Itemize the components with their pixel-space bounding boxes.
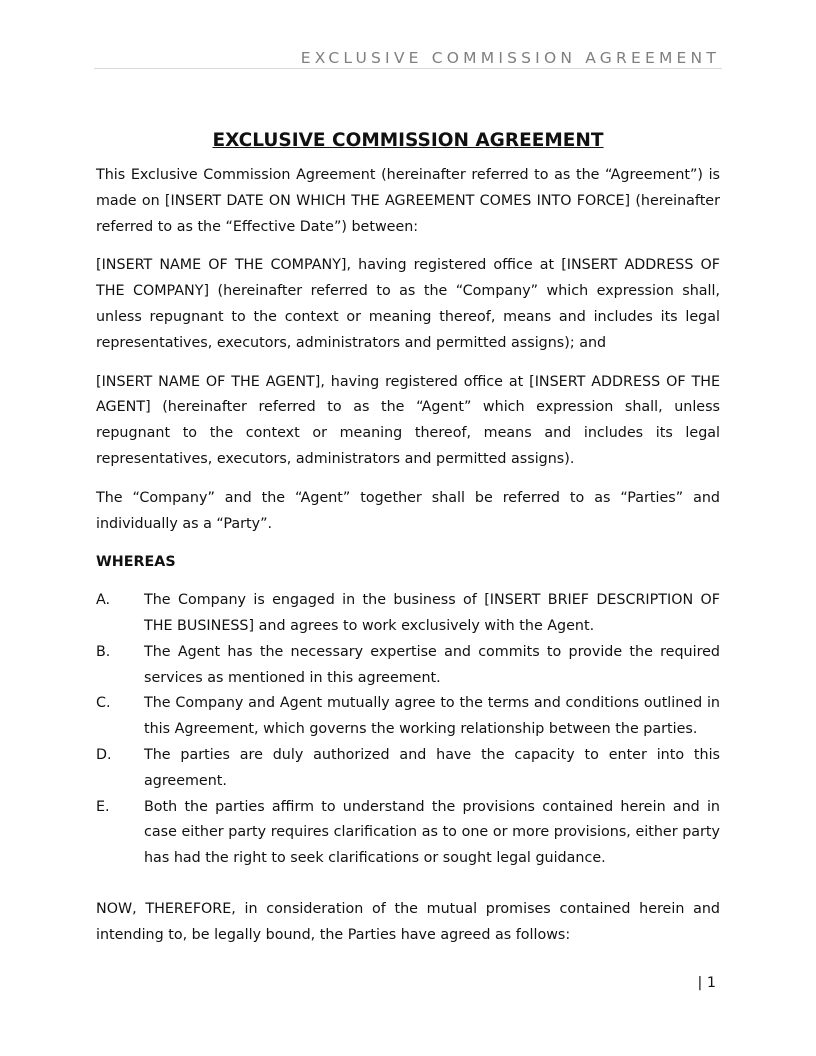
agent-party-paragraph: [INSERT NAME OF THE AGENT], having registered office at [INSERT ADDRESS OF THE AGENT] (hereinafter referred to as the “Agent” which expression shall, unless repugnant to the context or meaning thereof, means and includes its legal representatives, executors, administrators and permitted assigns). xyxy=(96,373,720,467)
recital-item xyxy=(96,640,720,692)
intro-paragraph: This Exclusive Commission Agreement (hereinafter referred to as the “Agreement”) is made on [INSERT DATE ON WHICH THE AGREEMENT COMES INTO FORCE] (hereinafter referred to as the “Effective Date”) between: xyxy=(96,167,720,235)
recital-text: The Agent has the necessary expertise and commits to provide the required services as mentioned in this agreement. xyxy=(144,643,720,686)
recital-item xyxy=(96,743,720,795)
document-title: EXCLUSIVE COMMISSION AGREEMENT xyxy=(212,130,604,151)
recital-letter: D. xyxy=(96,746,112,763)
company-party-paragraph: [INSERT NAME OF THE COMPANY], having registered office at [INSERT ADDRESS OF THE COMPANY] (hereinafter referred to as the “Company” which expression shall, unless repugnant to the context or meaning thereof, means and includes its legal representatives, executors, administrators and permitted assigns); and xyxy=(96,257,720,351)
page-header xyxy=(94,48,722,69)
running-header-title: EXCLUSIVE COMMISSION AGREEMENT xyxy=(300,49,720,67)
recital-text: The Company and Agent mutually agree to the terms and conditions outlined in this Agreement, which governs the working relationship between the parties. xyxy=(144,695,720,738)
recital-item xyxy=(96,588,720,640)
recital-letter: E. xyxy=(96,798,110,815)
recital-text: Both the parties affirm to understand the provisions contained herein and in case either party requires clarification as to one or more provisions, either party has had the right to seek clarifications or sought legal guidance. xyxy=(144,798,720,867)
recital-letter: B. xyxy=(96,643,111,660)
recital-item xyxy=(96,691,720,743)
recital-letter: C. xyxy=(96,695,111,712)
page-number: | 1 xyxy=(697,975,716,991)
recital-letter: A. xyxy=(96,592,111,609)
recital-text: The parties are duly authorized and have the capacity to enter into this agreement. xyxy=(144,746,720,789)
recitals-list xyxy=(96,588,720,872)
recital-text: The Company is engaged in the business of [INSERT BRIEF DESCRIPTION OF THE BUSINESS] and agrees to work exclusively with the Agent. xyxy=(144,592,720,634)
parties-definition-paragraph: The “Company” and the “Agent” together shall be referred to as “Parties” and individually as a “Party”. xyxy=(96,489,720,532)
whereas-heading: WHEREAS xyxy=(96,554,176,571)
document-body xyxy=(96,128,720,962)
now-therefore-paragraph: NOW, THEREFORE, in consideration of the mutual promises contained herein and intending to, be legally bound, the Parties have agreed as follows: xyxy=(96,900,720,943)
recital-item xyxy=(96,795,720,872)
